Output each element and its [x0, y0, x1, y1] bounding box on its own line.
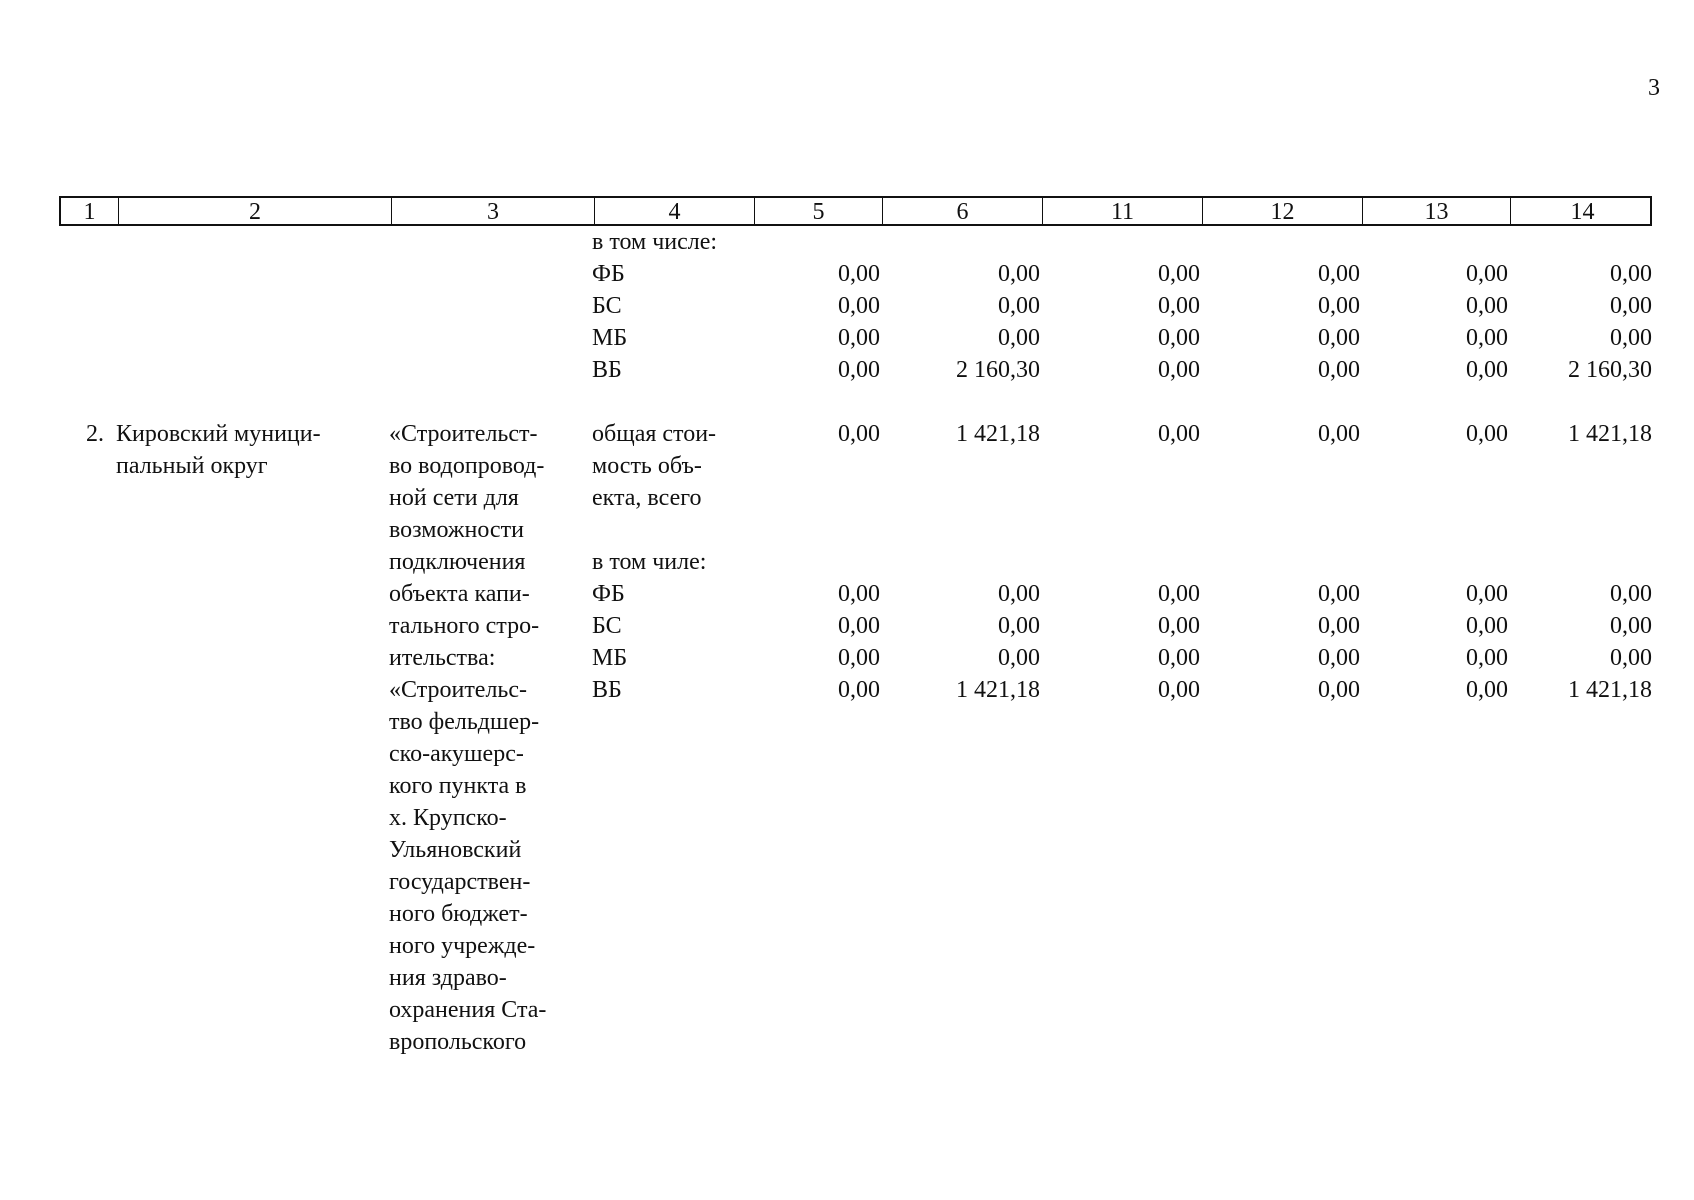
source-label: БС	[592, 293, 622, 319]
column-header: 12	[1202, 198, 1362, 226]
source-label: ВБ	[592, 357, 622, 383]
table-row-group	[59, 418, 1652, 1058]
column-header: 6	[882, 198, 1042, 226]
value-cell: 0,00	[1318, 613, 1360, 639]
source-label: МБ	[592, 325, 628, 351]
value-cell: 0,00	[1610, 325, 1652, 351]
column-header: 4	[594, 198, 754, 226]
object-line: Ульяновский	[389, 837, 522, 863]
value-cell: 0,00	[838, 677, 880, 703]
value-cell: 0,00	[838, 325, 880, 351]
value-cell: 0,00	[1466, 581, 1508, 607]
object-line: государствен-	[389, 869, 531, 895]
object-line: «Строительст-	[389, 421, 538, 447]
column-header: 2	[118, 198, 391, 226]
column-header: 13	[1362, 198, 1510, 226]
total-label-line: общая стои-	[592, 421, 717, 447]
object-line: «Строительс-	[389, 677, 528, 703]
value-cell: 0,00	[1158, 357, 1200, 383]
value-cell: 0,00	[1158, 261, 1200, 287]
value-cell: 0,00	[1318, 293, 1360, 319]
object-line: охранения Ста-	[389, 997, 547, 1023]
source-label: ФБ	[592, 581, 625, 607]
value-cell: 0,00	[1466, 261, 1508, 287]
object-line: подключения	[389, 549, 526, 575]
object-line: кого пункта в	[389, 773, 527, 799]
object-line: тального стро-	[389, 613, 540, 639]
value-cell: 0,00	[1318, 261, 1360, 287]
value-cell: 0,00	[1158, 677, 1200, 703]
column-header: 3	[391, 198, 594, 226]
value-cell: 0,00	[1318, 421, 1360, 447]
value-cell: 0,00	[1158, 325, 1200, 351]
column-header: 14	[1510, 198, 1654, 226]
value-cell: 0,00	[1466, 421, 1508, 447]
value-cell: 0,00	[998, 293, 1040, 319]
value-cell: 0,00	[1610, 613, 1652, 639]
value-cell: 0,00	[1610, 645, 1652, 671]
value-cell: 0,00	[998, 645, 1040, 671]
object-line: тво фельдшер-	[389, 709, 540, 735]
value-cell: 1 421,18	[1568, 421, 1652, 447]
object-line: ной сети для	[389, 485, 519, 511]
value-cell: 0,00	[838, 293, 880, 319]
total-label-line: екта, всего	[592, 485, 702, 511]
value-cell: 0,00	[1610, 581, 1652, 607]
object-line: ния здраво-	[389, 965, 507, 991]
object-line: возможности	[389, 517, 524, 543]
table-row	[752, 578, 1652, 610]
object-line: ного бюджет-	[389, 901, 528, 927]
object-line: объекта капи-	[389, 581, 530, 607]
value-cell: 0,00	[998, 325, 1040, 351]
row-number: 2.	[86, 421, 104, 447]
total-values-row	[752, 418, 1652, 450]
value-cell: 0,00	[1158, 613, 1200, 639]
value-cell: 1 421,18	[1568, 677, 1652, 703]
table-row	[59, 290, 1652, 322]
value-cell: 0,00	[1158, 421, 1200, 447]
value-cell: 1 421,18	[956, 677, 1040, 703]
value-cell: 0,00	[1158, 293, 1200, 319]
value-cell: 0,00	[1610, 293, 1652, 319]
table-row	[752, 642, 1652, 674]
table-row	[59, 354, 1652, 386]
value-cell: 0,00	[838, 613, 880, 639]
value-cell: 0,00	[1318, 677, 1360, 703]
value-cell: 0,00	[1466, 293, 1508, 319]
source-label: МБ	[592, 645, 628, 671]
object-line: ительства:	[389, 645, 496, 671]
value-cell: 0,00	[1158, 645, 1200, 671]
value-cell: 0,00	[998, 261, 1040, 287]
value-cell: 0,00	[1318, 581, 1360, 607]
value-cell: 0,00	[998, 613, 1040, 639]
values-area	[752, 418, 1652, 706]
district-line: Кировский муници-	[116, 421, 321, 447]
total-label-line: мость объ-	[592, 453, 702, 479]
table-row	[752, 610, 1652, 642]
table-row	[59, 322, 1652, 354]
value-cell: 0,00	[1466, 325, 1508, 351]
value-cell: 0,00	[1318, 325, 1360, 351]
table-row	[59, 226, 1652, 258]
value-cell: 0,00	[1466, 613, 1508, 639]
value-cell: 2 160,30	[1568, 357, 1652, 383]
value-cell: 0,00	[1318, 357, 1360, 383]
value-cell: 0,00	[1466, 677, 1508, 703]
page-number: 3	[1648, 75, 1660, 101]
value-cell: 0,00	[838, 581, 880, 607]
subtitle-label: в том числе:	[592, 229, 718, 255]
object-line: во водопровод-	[389, 453, 545, 479]
object-line: ного учрежде-	[389, 933, 536, 959]
column-header: 5	[754, 198, 882, 226]
value-cell: 0,00	[838, 357, 880, 383]
table-header-row	[59, 196, 1652, 226]
source-label: БС	[592, 613, 622, 639]
object-line: вропольского	[389, 1029, 527, 1055]
value-cell: 0,00	[838, 421, 880, 447]
value-cell: 0,00	[1610, 261, 1652, 287]
cost-label-cell	[592, 418, 752, 706]
object-line: х. Крупско-	[389, 805, 507, 831]
value-cell: 2 160,30	[956, 357, 1040, 383]
value-cell: 1 421,18	[956, 421, 1040, 447]
value-cell: 0,00	[1466, 357, 1508, 383]
column-header: 1	[83, 199, 96, 225]
value-cell: 0,00	[838, 261, 880, 287]
subtitle-label: в том чиле:	[592, 549, 707, 575]
table-row	[59, 258, 1652, 290]
value-cell: 0,00	[1158, 581, 1200, 607]
object-description-cell	[389, 418, 579, 1058]
budget-table	[59, 196, 1652, 1058]
source-label: ВБ	[592, 677, 622, 703]
district-line: пальный округ	[116, 453, 268, 479]
value-cell: 0,00	[1466, 645, 1508, 671]
district-cell	[116, 418, 361, 482]
table-row	[752, 674, 1652, 706]
value-cell: 0,00	[1318, 645, 1360, 671]
source-label: ФБ	[592, 261, 625, 287]
value-cell: 0,00	[838, 645, 880, 671]
value-cell: 0,00	[998, 581, 1040, 607]
column-header: 11	[1042, 198, 1202, 226]
object-line: ско-акушерс-	[389, 741, 524, 767]
